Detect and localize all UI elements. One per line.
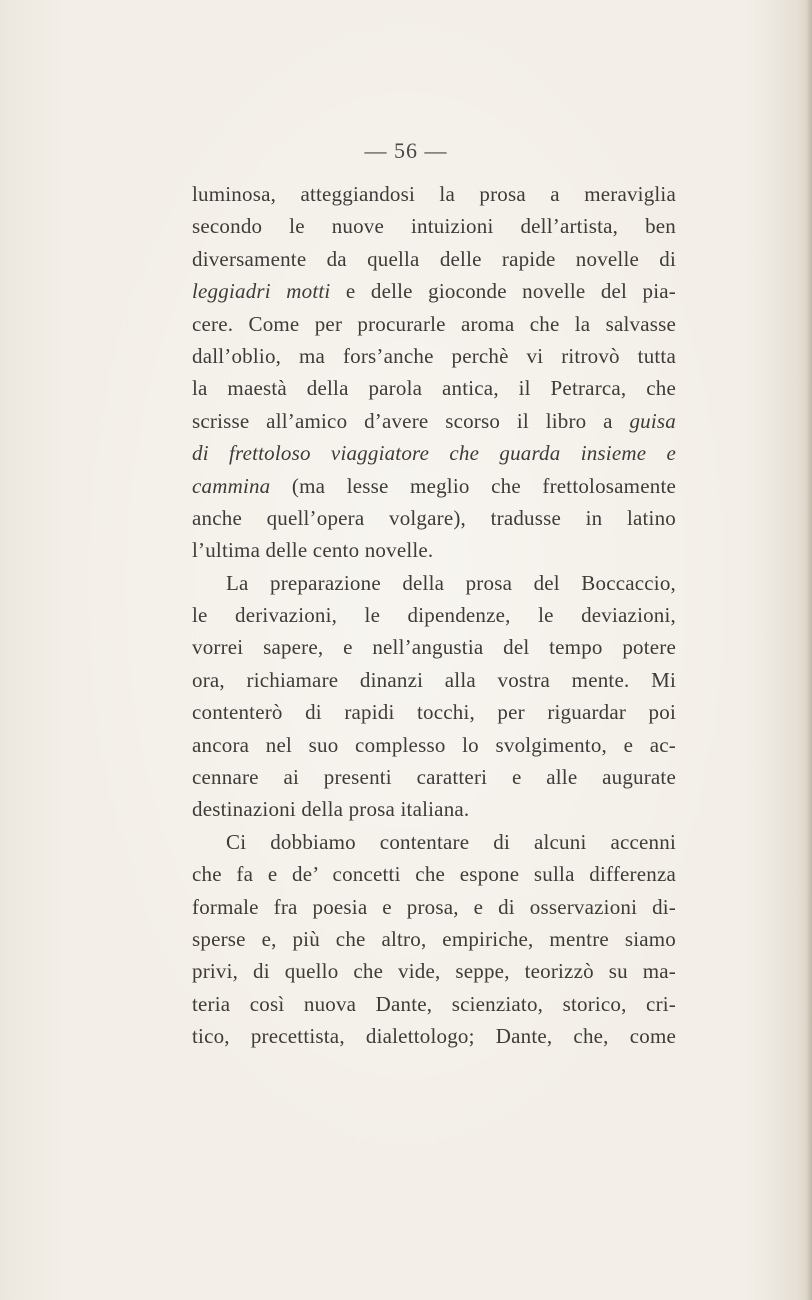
text-line: dall’oblio, ma fors’anche perchè vi ritrovò tutta: [192, 343, 676, 368]
text-line: sperse e, più che altro, empiriche, mentre siamo: [192, 926, 676, 951]
text-line: ora, richiamare dinanzi alla vostra mente. Mi: [192, 667, 676, 692]
text-line: privi, di quello che vide, seppe, teorizzò su ma-: [192, 959, 676, 984]
body-text: [192, 178, 676, 1053]
text-line: cammina (ma lesse meglio che frettolosamente: [192, 473, 676, 498]
text-line: leggiadri motti e delle gioconde novelle del pia-: [192, 279, 676, 304]
page-number: — 56 —: [364, 138, 448, 163]
text-line: la maestà della parola antica, il Petrarca, che: [192, 376, 676, 401]
text-line: La preparazione della prosa del Boccaccio,: [226, 570, 676, 595]
text-line: Ci dobbiamo contentare di alcuni accenni: [226, 829, 676, 854]
text-line: l’ultima delle cento novelle.: [192, 538, 434, 563]
text-line: secondo le nuove intuizioni dell’artista, ben: [192, 214, 676, 239]
text-line: contenterò di rapidi tocchi, per riguardar poi: [192, 700, 676, 725]
text-line: teria così nuova Dante, scienziato, storico, cri-: [192, 991, 676, 1016]
text-line: scrisse all’amico d’avere scorso il libro a guisa: [192, 408, 676, 433]
text-line: destinazioni della prosa italiana.: [192, 797, 470, 822]
text-line: diversamente da quella delle rapide novelle di: [192, 246, 676, 271]
page-edge-shadow: [806, 0, 812, 1300]
text-line: tico, precettista, dialettologo; Dante, che, come: [192, 1024, 676, 1049]
text-line: le derivazioni, le dipendenze, le deviazioni,: [192, 603, 676, 628]
text-line: che fa e de’ concetti che espone sulla differenza: [192, 862, 676, 887]
text-line: cennare ai presenti caratteri e alle augurate: [192, 765, 676, 790]
text-line: ancora nel suo complesso lo svolgimento, e ac-: [192, 732, 676, 757]
text-line: formale fra poesia e prosa, e di osservazioni di-: [192, 894, 676, 919]
text-line: anche quell’opera volgare), tradusse in latino: [192, 505, 676, 530]
text-line: vorrei sapere, e nell’angustia del tempo potere: [192, 635, 676, 660]
text-line: cere. Come per procurarle aroma che la salvasse: [192, 311, 676, 336]
text-line: luminosa, atteggiandosi la prosa a meraviglia: [192, 182, 676, 206]
text-line: di frettoloso viaggiatore che guarda insieme e: [192, 441, 676, 466]
